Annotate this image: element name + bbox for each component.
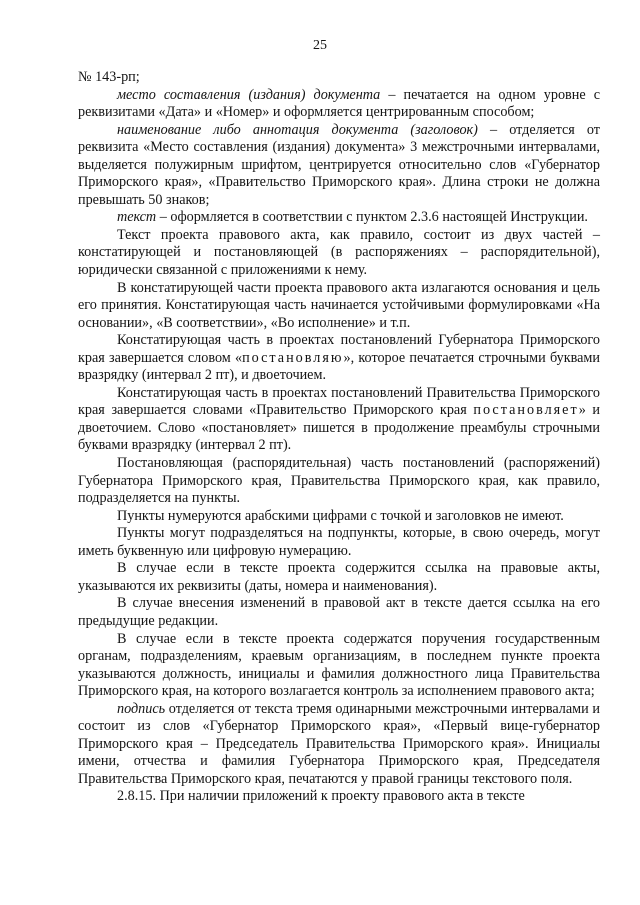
paragraph: [78, 788, 600, 806]
paragraph-text: В случае если в тексте проекта содержится ссылка на правовые акты, указываются их реквизиты (даты, номера и наименования).: [78, 560, 600, 594]
paragraph-text: Констатирующая часть в проектах постановлений Губернатора Приморского края завершается словом «: [78, 332, 600, 366]
paragraph-text: В констатирующей части проекта правового акта излагаются основания и цель его принятия. Констатирующая часть начинается устойчивыми формулировками «На основании», «В соответствии», «Во исполнение» и т.п.: [78, 279, 600, 331]
paragraph: [78, 525, 600, 560]
italic-term: подпись: [117, 700, 166, 717]
paragraph: [78, 280, 600, 333]
paragraph: [78, 87, 600, 122]
document-body: [78, 69, 600, 806]
paragraph-text: – печатается на одном уровне с реквизитами «Дата» и «Номер» и оформляется центрированным способом;: [78, 86, 601, 121]
paragraph: [78, 631, 600, 701]
paragraph: [78, 385, 600, 455]
italic-term: место составления (издания) документа: [117, 86, 381, 103]
italic-term: текст: [117, 209, 157, 226]
paragraph: [78, 69, 600, 87]
paragraph-text: В случае если в тексте проекта содержатся поручения государственным органам, подразделениям, краевым организациям, в последнем пункте проекта указываются должность, инициалы и фамилия должностного лица Правительства Приморского края, на которого возлагается контроль за исполнением правового акта;: [78, 630, 600, 700]
paragraph: [78, 209, 600, 227]
spaced-word: постановляю: [242, 349, 344, 366]
paragraph-text: Констатирующая часть в проектах постановлений Правительства Приморского края завершается словами «Правительство Приморского края: [78, 384, 600, 419]
paragraph-text: Пункты могут подразделяться на подпункты, которые, в свою очередь, могут иметь буквенную или цифровую нумерацию.: [78, 525, 600, 559]
paragraph: [78, 227, 600, 280]
paragraph-text: 2.8.15. При наличии приложений к проекту правового акта в тексте: [117, 788, 525, 805]
paragraph: [78, 595, 600, 630]
paragraph-text: Постановляющая (распорядительная) часть постановлений (распоряжений) Губернатора Приморского края, Правительства Приморского края, как правило, подразделяется на пункты.: [78, 455, 600, 507]
paragraph: [78, 455, 600, 508]
paragraph: [78, 332, 600, 385]
paragraph: [78, 122, 600, 210]
paragraph-text: В случае внесения изменений в правовой акт в тексте дается ссылка на его предыдущие редакции.: [78, 595, 600, 629]
paragraph-text: – оформляется в соответствии с пунктом 2.3.6 настоящей Инструкции.: [156, 209, 588, 226]
paragraph: [78, 560, 600, 595]
page-number: 25: [313, 38, 327, 53]
paragraph-text: Пункты нумеруются арабскими цифрами с точкой и заголовков не имеют.: [117, 507, 564, 524]
italic-term: наименование либо аннотация документа (заголовок): [117, 121, 478, 138]
paragraph-text: », которое печатается строчными буквами вразрядку (интервал 2 пт), и двоеточием.: [78, 349, 600, 384]
paragraph: [78, 508, 600, 526]
paragraph-text: Текст проекта правового акта, как правило, состоит из двух частей – констатирующей и постановляющей (в распоряжениях – распорядительной), юридически связанной с приложениями к нему.: [78, 226, 600, 279]
spaced-word: постановляет: [473, 402, 579, 419]
paragraph-text: отделяется от текста тремя одинарными межстрочными интервалами и состоит из слов «Губернатор Приморского края», «Первый вице-губернатор Приморского края – Председатель Правительства Приморского края». Инициалы имени, отчества и фамилия Губернатора Приморского края, Председателя Правительства Приморского края, печатаются у правой границы текстового поля.: [78, 700, 600, 787]
paragraph: [78, 701, 600, 789]
paragraph-text: – отделяется от реквизита «Место составления (издания) документа» 3 межстрочными интервалами, выделяется полужирным шрифтом, центрируется относительно слов «Губернатор Приморского края», «Правительство Приморского края». Длина строки не должна превышать 50 знаков;: [78, 121, 601, 208]
paragraph-text: № 143-рп;: [78, 69, 140, 85]
paragraph-text: » и двоеточием. Слово «постановляет» пишется в продолжение преамбулы строчными буквами вразрядку (интервал 2 пт).: [78, 402, 601, 454]
